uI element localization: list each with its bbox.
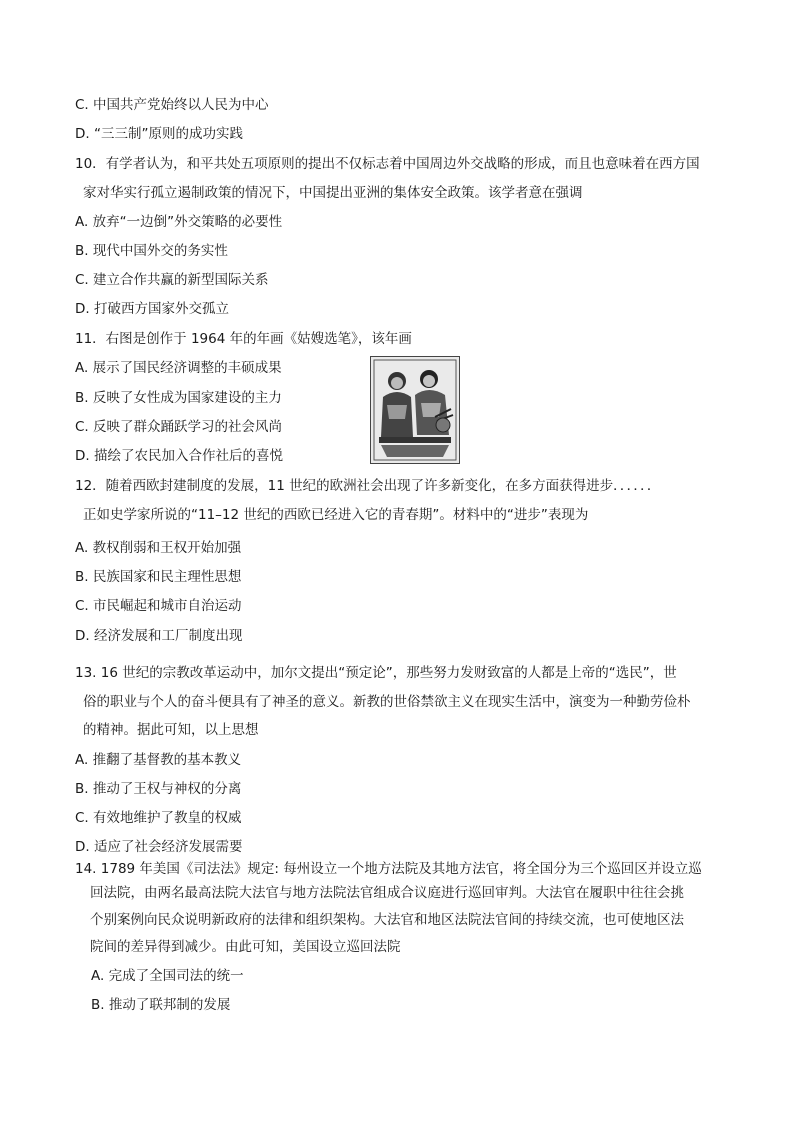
q12-stem-line2: 正如史学家所说的“11–12 世纪的西欧已经进入它的青春期”。材料中的“进步”表现为 bbox=[83, 507, 589, 523]
q13-stem-line1: 13. 16 世纪的宗教改革运动中，加尔文提出“预定论”，那些努力发财致富的人都是上帝的“选民”，世 bbox=[75, 665, 677, 681]
q10-stem-line1: 10．有学者认为，和平共处五项原则的提出不仅标志着中国周边外交战略的形成，而且也意味着在西方国 bbox=[75, 156, 700, 172]
q14-stem-line3: 个别案例向民众说明新政府的法律和组织架构。大法官和地区法院法官间的持续交流，也可使地区法 bbox=[90, 912, 684, 928]
q10-option-a: A. 放弃“一边倒”外交策略的必要性 bbox=[75, 214, 283, 230]
q9-option-d: D. “三三制”原则的成功实践 bbox=[75, 126, 243, 142]
q12-option-a: A. 教权削弱和王权开始加强 bbox=[75, 540, 242, 556]
q9-option-c: C. 中国共产党始终以人民为中心 bbox=[75, 97, 269, 113]
q11-option-a: A. 展示了国民经济调整的丰硕成果 bbox=[75, 360, 282, 376]
q13-option-a: A. 推翻了基督教的基本教义 bbox=[75, 752, 242, 768]
q14-option-b: B. 推动了联邦制的发展 bbox=[91, 997, 231, 1013]
q14-option-a: A. 完成了全国司法的统一 bbox=[91, 968, 244, 984]
q11-option-c: C. 反映了群众踊跃学习的社会风尚 bbox=[75, 419, 283, 435]
q11-option-d: D. 描绘了农民加入合作社后的喜悦 bbox=[75, 448, 283, 464]
q10-option-d: D. 打破西方国家外交孤立 bbox=[75, 301, 229, 317]
new-year-painting-image bbox=[370, 356, 460, 464]
q11-option-b: B. 反映了女性成为国家建设的主力 bbox=[75, 390, 282, 406]
q13-option-c: C. 有效地维护了教皇的权威 bbox=[75, 810, 242, 826]
q13-option-d: D. 适应了社会经济发展需要 bbox=[75, 839, 243, 855]
q12-option-c: C. 市民崛起和城市自治运动 bbox=[75, 598, 242, 614]
q10-option-b: B. 现代中国外交的务实性 bbox=[75, 243, 228, 259]
q11-stem: 11．右图是创作于 1964 年的年画《姑嫂选笔》，该年画 bbox=[75, 331, 412, 347]
q14-stem-line2: 回法院，由两名最高法院大法官与地方法院法官组成合议庭进行巡回审判。大法官在履职中往往会挑 bbox=[90, 885, 684, 901]
q13-stem-line3: 的精神。据此可知，以上思想 bbox=[83, 722, 259, 738]
q12-option-b: B. 民族国家和民主理性思想 bbox=[75, 569, 242, 585]
q14-stem-line4: 院间的差异得到减少。由此可知，美国设立巡回法院 bbox=[90, 939, 401, 955]
q10-option-c: C. 建立合作共赢的新型国际关系 bbox=[75, 272, 269, 288]
q14-stem-line1: 14. 1789 年美国《司法法》规定: 每州设立一个地方法院及其地方法官，将全国分为三个巡回区并设立巡 bbox=[75, 861, 702, 877]
q10-stem-line2: 家对华实行孤立遏制政策的情况下，中国提出亚洲的集体安全政策。该学者意在强调 bbox=[83, 185, 583, 201]
q13-option-b: B. 推动了王权与神权的分离 bbox=[75, 781, 242, 797]
q12-stem-line1: 12．随着西欧封建制度的发展，11 世纪的欧洲社会出现了许多新变化，在多方面获得进步．．．．．． bbox=[75, 478, 661, 494]
q12-option-d: D. 经济发展和工厂制度出现 bbox=[75, 628, 243, 644]
q13-stem-line2: 俗的职业与个人的奋斗便具有了神圣的意义。新教的世俗禁欲主义在现实生活中，演变为一种勤劳俭朴 bbox=[83, 694, 691, 710]
